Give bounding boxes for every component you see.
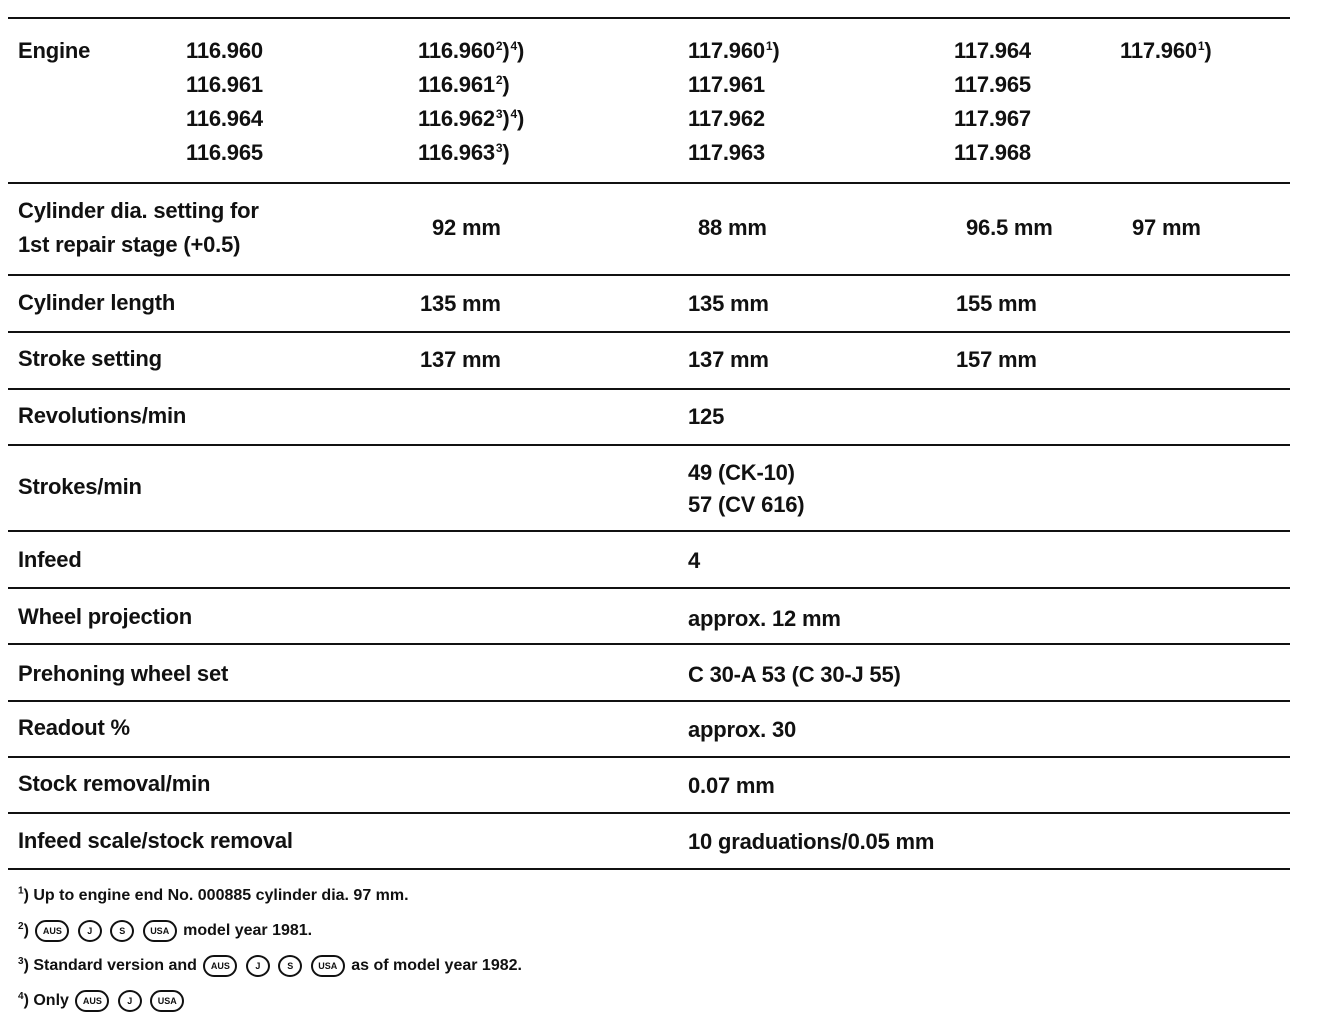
usa-badge-icon: USA bbox=[143, 920, 177, 942]
strokes-value-line1: 49 (CK-10) bbox=[688, 460, 795, 485]
rule-readout bbox=[8, 756, 1290, 758]
engine-col1-0: 116.960 bbox=[186, 38, 263, 63]
footnote-2: $^2$) AUS J S USA model year 1981. bbox=[18, 920, 312, 942]
engine-col3-3: 117.963 bbox=[688, 140, 765, 165]
usa-badge-icon: USA bbox=[150, 990, 184, 1012]
readout-label: Readout % bbox=[18, 715, 130, 740]
engine-label: Engine bbox=[18, 38, 91, 63]
infeed-scale-label: Infeed scale/stock removal bbox=[18, 828, 293, 853]
cylinder-dia-v2: 88 mm bbox=[698, 215, 767, 240]
rule-stroke-setting bbox=[8, 388, 1290, 390]
usa-badge-icon: USA bbox=[311, 955, 345, 977]
rule-stock-removal bbox=[8, 812, 1290, 814]
prehoning-label: Prehoning wheel set bbox=[18, 661, 229, 686]
strokes-value-line2: 57 (CV 616) bbox=[688, 492, 805, 517]
rule-prehoning bbox=[8, 700, 1290, 702]
readout-value: approx. 30 bbox=[688, 717, 797, 742]
engine-col2-0: 116.960$^2$)$^4$) bbox=[418, 38, 525, 63]
engine-col2-1: 116.961$^2$) bbox=[418, 72, 510, 97]
engine-col4-1: 117.965 bbox=[954, 72, 1031, 97]
rule-infeed bbox=[8, 587, 1290, 589]
strokes-label: Strokes/min bbox=[18, 474, 142, 499]
cylinder-dia-v1: 92 mm bbox=[432, 215, 501, 240]
wheel-projection-label: Wheel projection bbox=[18, 604, 193, 629]
revolutions-label: Revolutions/min bbox=[18, 403, 187, 428]
engine-col4-0: 117.964 bbox=[954, 38, 1031, 63]
s-badge-icon: S bbox=[110, 920, 134, 942]
cylinder-length-v2: 135 mm bbox=[688, 291, 769, 316]
rule-cylinder-dia bbox=[8, 274, 1290, 276]
revolutions-value: 125 bbox=[688, 404, 725, 429]
cylinder-length-v3: 155 mm bbox=[956, 291, 1037, 316]
engine-col5-0: 117.960$^1$) bbox=[1120, 38, 1212, 63]
prehoning-value: C 30-A 53 (C 30-J 55) bbox=[688, 662, 901, 687]
engine-col2-3: 116.963$^3$) bbox=[418, 140, 510, 165]
engine-col1-1: 116.961 bbox=[186, 72, 263, 97]
infeed-label: Infeed bbox=[18, 547, 82, 572]
j-badge-icon: J bbox=[246, 955, 270, 977]
engine-col4-3: 117.968 bbox=[954, 140, 1031, 165]
engine-col2-2: 116.962$^3$)$^4$) bbox=[418, 106, 525, 131]
aus-badge-icon: AUS bbox=[75, 990, 109, 1012]
rule-infeed-scale bbox=[8, 868, 1290, 870]
infeed-value: 4 bbox=[688, 548, 701, 573]
cylinder-length-label: Cylinder length bbox=[18, 290, 176, 315]
rule-engine bbox=[8, 182, 1290, 184]
cylinder-dia-label-line1: Cylinder dia. setting for bbox=[18, 198, 259, 223]
aus-badge-icon: AUS bbox=[203, 955, 237, 977]
rule-revolutions bbox=[8, 444, 1290, 446]
cylinder-dia-label-line2: 1st repair stage (+0.5) bbox=[18, 232, 241, 257]
rule-wheel-projection bbox=[8, 643, 1290, 645]
engine-col3-0: 117.960$^1$) bbox=[688, 38, 780, 63]
engine-col1-3: 116.965 bbox=[186, 140, 263, 165]
j-badge-icon: J bbox=[118, 990, 142, 1012]
engine-col1-2: 116.964 bbox=[186, 106, 263, 131]
cylinder-dia-v3: 96.5 mm bbox=[966, 215, 1053, 240]
stroke-setting-label: Stroke setting bbox=[18, 346, 162, 371]
cylinder-length-v1: 135 mm bbox=[420, 291, 501, 316]
rule-strokes bbox=[8, 530, 1290, 532]
cylinder-dia-v4: 97 mm bbox=[1132, 215, 1201, 240]
j-badge-icon: J bbox=[78, 920, 102, 942]
engine-col4-2: 117.967 bbox=[954, 106, 1031, 131]
stroke-setting-v3: 157 mm bbox=[956, 347, 1037, 372]
stroke-setting-v1: 137 mm bbox=[420, 347, 501, 372]
infeed-scale-value: 10 graduations/0.05 mm bbox=[688, 829, 935, 854]
rule-cylinder-length bbox=[8, 331, 1290, 333]
s-badge-icon: S bbox=[278, 955, 302, 977]
stock-removal-label: Stock removal/min bbox=[18, 771, 211, 796]
footnote-4: $^4$) Only AUS J USA bbox=[18, 990, 186, 1012]
engine-col3-1: 117.961 bbox=[688, 72, 765, 97]
stroke-setting-v2: 137 mm bbox=[688, 347, 769, 372]
footnote-3: $^3$) Standard version and AUS J S USA as of model year 1982. bbox=[18, 955, 522, 977]
aus-badge-icon: AUS bbox=[35, 920, 69, 942]
footnote-1: $^1$) Up to engine end No. 000885 cylinder dia. 97 mm. bbox=[18, 885, 409, 904]
stock-removal-value: 0.07 mm bbox=[688, 773, 775, 798]
engine-col3-2: 117.962 bbox=[688, 106, 765, 131]
wheel-projection-value: approx. 12 mm bbox=[688, 606, 841, 631]
rule-top bbox=[8, 17, 1290, 19]
